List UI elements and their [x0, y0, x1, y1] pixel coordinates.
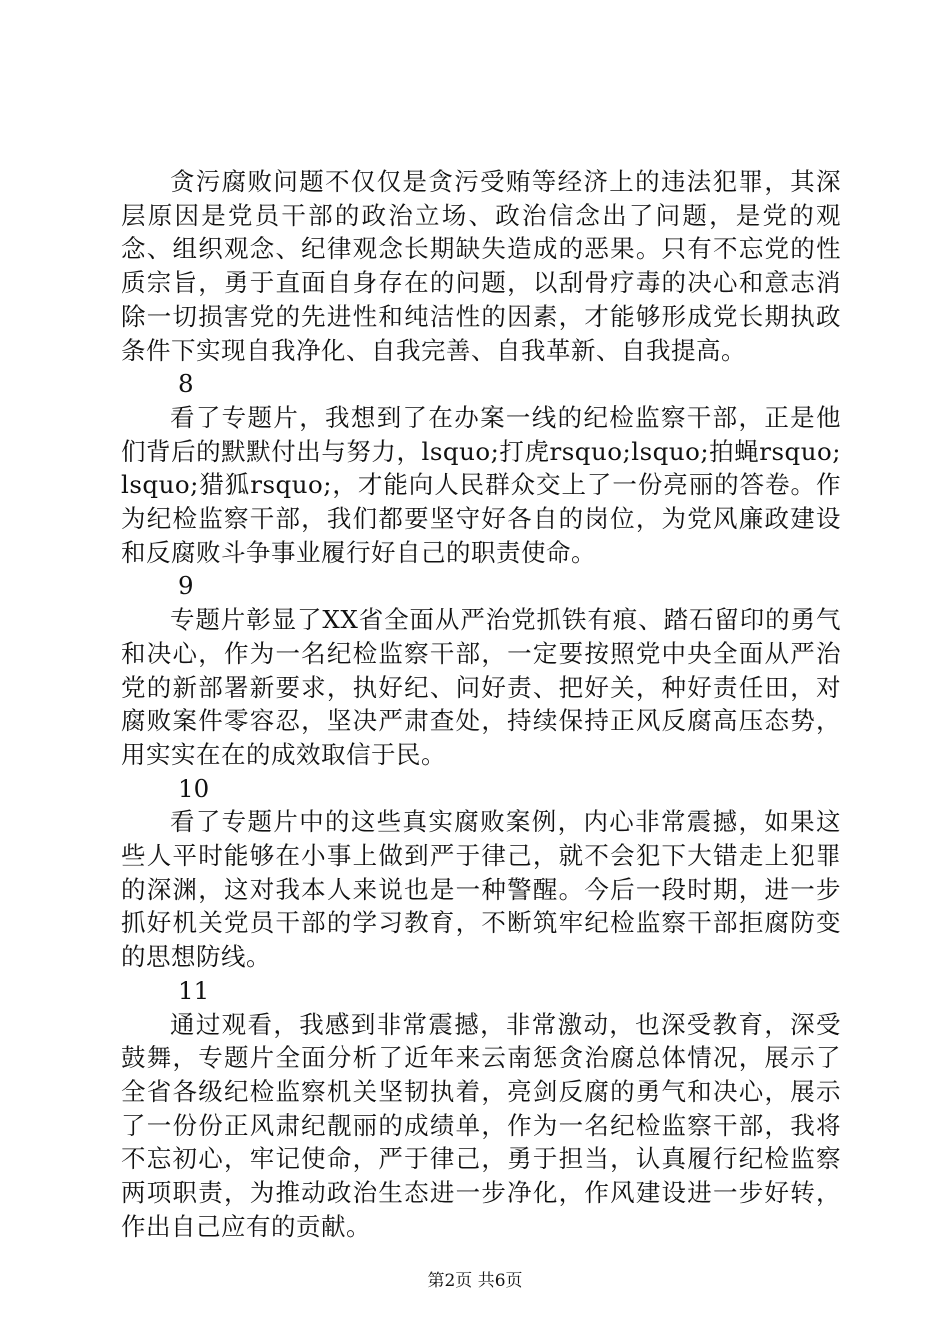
document-body	[121, 165, 841, 1244]
paragraph: 通过观看，我感到非常震撼，非常激动，也深受教育，深受鼓舞，专题片全面分析了近年来云南惩贪治腐总体情况，展示了全省各级纪检监察机关坚韧执着，亮剑反腐的勇气和决心，展示了一份份正风肃纪靓丽的成绩单，作为一名纪检监察干部，我将不忘初心，牢记使命，严于律己，勇于担当，认真履行纪检监察两项职责，为推动政治生态进一步净化，作风建设进一步好转，作出自己应有的贡献。	[121, 1009, 841, 1241]
section-number: 11	[178, 975, 210, 1005]
page-footer: 第2页 共6页	[427, 1271, 523, 1291]
section-1	[121, 165, 841, 367]
paragraph: 看了专题片，我想到了在办案一线的纪检监察干部，正是他们背后的默默付出与努力，lsquo;打虎rsquo;lsquo;拍蝇rsquo;lsquo;猎狐rsquo;，才能向人民群众交上了一份亮丽的答卷。作为纪检监察干部，我们都要坚守好各自的岗位，为党风廉政建设和反腐败斗争事业履行好自己的职责使命。	[121, 402, 841, 567]
section-number: 8	[178, 369, 194, 399]
paragraph: 看了专题片中的这些真实腐败案例，内心非常震撼，如果这些人平时能够在小事上做到严于律己，就不会犯下大错走上犯罪的深渊，这对我本人来说也是一种警醒。今后一段时期，进一步抓好机关党员干部的学习教育，不断筑牢纪检监察干部拒腐防变的思想防线。	[121, 807, 841, 972]
section-9	[121, 569, 841, 771]
paragraph: 专题片彰显了XX省全面从严治党抓铁有痕、踏石留印的勇气和决心，作为一名纪检监察干部，一定要按照党中央全面从严治党的新部署新要求，执好纪、问好责、把好关，种好责任田，对腐败案件零容忍，坚决严肃查处，持续保持正风反腐高压态势，用实实在在的成效取信于民。	[121, 605, 841, 769]
section-number: 10	[178, 773, 210, 803]
section-10	[121, 772, 841, 974]
section-number: 9	[178, 571, 194, 601]
paragraph: 贪污腐败问题不仅仅是贪污受贿等经济上的违法犯罪，其深层原因是党员干部的政治立场、政治信念出了问题，是党的观念、组织观念、纪律观念长期缺失造成的恶果。只有不忘党的性质宗旨，勇于直面自身存在的问题，以刮骨疗毒的决心和意志消除一切损害党的先进性和纯洁性的因素，才能够形成党长期执政条件下实现自我净化、自我完善、自我革新、自我提高。	[121, 167, 841, 365]
section-8	[121, 367, 841, 569]
section-11	[121, 974, 841, 1244]
